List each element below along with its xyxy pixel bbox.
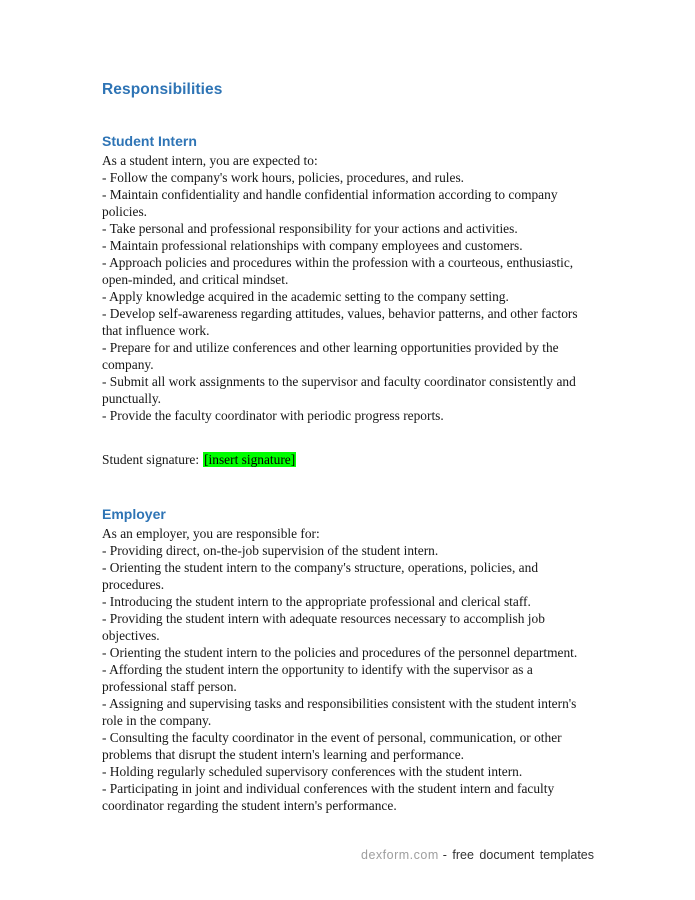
bullet-item: - Affording the student intern the opportunity to identify with the supervisor as a professional staff person. (102, 662, 533, 694)
bullet-item: - Providing direct, on-the-job supervision of the student intern. (102, 543, 439, 558)
bullet-item: - Approach policies and procedures within the profession with a courteous, enthusiastic, open-minded, and critical mindset. (102, 255, 574, 287)
bullet-item: - Holding regularly scheduled supervisory conferences with the student intern. (102, 764, 523, 779)
footer-brand-link[interactable]: dexform.com (361, 848, 439, 862)
signature-placeholder[interactable]: [insert signature] (204, 452, 296, 467)
section-student-intern (102, 132, 594, 424)
bullet-item: - Develop self-awareness regarding attitudes, values, behavior patterns, and other factors that influence work. (102, 306, 578, 338)
bullet-item: - Consulting the faculty coordinator in the event of personal, communication, or other problems that disrupt the student intern's learning and performance. (102, 730, 562, 762)
bullet-list-student-intern (102, 169, 594, 424)
bullet-item: - Assigning and supervising tasks and responsibilities consistent with the student intern's role in the company. (102, 696, 577, 728)
bullet-item: - Apply knowledge acquired in the academic setting to the company setting. (102, 289, 509, 304)
bullet-item: - Maintain confidentiality and handle confidential information according to company policies. (102, 187, 558, 219)
signature-line (102, 451, 594, 468)
bullet-item: - Orienting the student intern to the policies and procedures of the personnel department. (102, 645, 578, 660)
bullet-item: - Introducing the student intern to the appropriate professional and clerical staff. (102, 594, 531, 609)
footer-tagline: - free document templates (442, 848, 594, 862)
bullet-item: - Submit all work assignments to the supervisor and faculty coordinator consistently and punctually. (102, 374, 576, 406)
bullet-item: - Provide the faculty coordinator with periodic progress reports. (102, 408, 444, 423)
signature-label: Student signature: (102, 452, 200, 467)
section-intro-employer: As an employer, you are responsible for: (102, 526, 320, 541)
bullet-list-employer (102, 542, 594, 814)
bullet-item: - Participating in joint and individual conferences with the student intern and faculty coordinator regarding the student intern's performance. (102, 781, 555, 813)
bullet-item: - Maintain professional relationships with company employees and customers. (102, 238, 523, 253)
document-content (102, 0, 594, 814)
section-intro-student-intern: As a student intern, you are expected to: (102, 153, 318, 168)
footer (361, 848, 594, 862)
section-heading-student-intern: Student Intern (102, 133, 197, 149)
section-employer (102, 505, 594, 814)
page-title: Responsibilities (102, 81, 223, 98)
bullet-item: - Take personal and professional responsibility for your actions and activities. (102, 221, 518, 236)
section-heading-employer: Employer (102, 506, 166, 522)
bullet-item: - Providing the student intern with adequate resources necessary to accomplish job objectives. (102, 611, 545, 643)
bullet-item: - Orienting the student intern to the company's structure, operations, policies, and procedures. (102, 560, 539, 592)
bullet-item: - Prepare for and utilize conferences and other learning opportunities provided by the company. (102, 340, 559, 372)
bullet-item: - Follow the company's work hours, policies, procedures, and rules. (102, 170, 465, 185)
